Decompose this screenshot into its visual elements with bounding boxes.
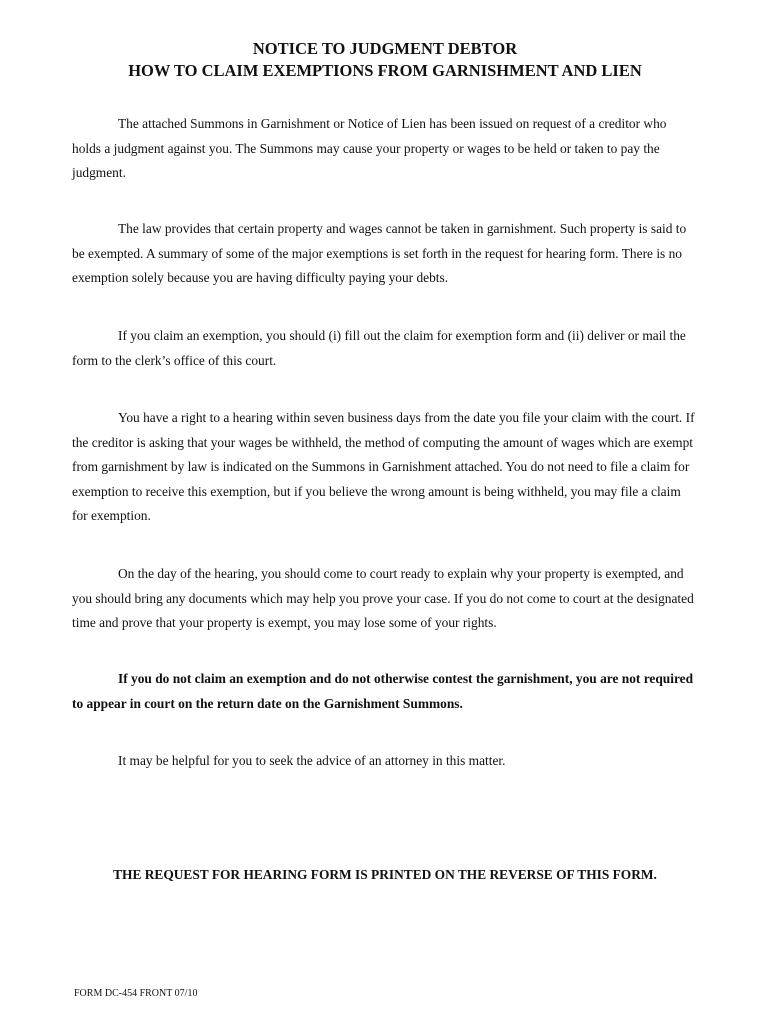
form-number: FORM DC-454 FRONT 07/10	[74, 988, 198, 999]
paragraph-attorney-advice: It may be helpful for you to seek the advice of an attorney in this matter.	[118, 753, 506, 768]
paragraph-no-appearance-required: If you do not claim an exemption and do not otherwise contest the garnishment, you are not required to appear in court on the return date on the Garnishment Summons.	[72, 671, 694, 711]
paragraph-summons-issued: The attached Summons in Garnishment or Notice of Lien has been issued on request of a creditor who holds a judgment against you. The Summons may cause your property or wages to be held or taken to pay the judgment.	[72, 116, 667, 181]
title-line-2: HOW TO CLAIM EXEMPTIONS FROM GARNISHMENT AND LIEN	[128, 61, 642, 80]
document-title	[0, 38, 770, 82]
paragraph-exempted-property: The law provides that certain property and wages cannot be taken in garnishment. Such property is said to be exempted. A summary of some of the major exemptions is set forth in the request for hearing form. There is no exemption solely because you are having difficulty paying your debts.	[72, 221, 687, 286]
paragraph-right-to-hearing: You have a right to a hearing within seven business days from the date you file your claim with the court. If the creditor is asking that your wages be withheld, the method of computing the amount of wages which are exempt from garnishment by law is indicated on the Summons in Garnishment attached. You do not need to file a claim for exemption to receive this exemption, but if you believe the wrong amount is being withheld, you may file a claim for exemption.	[72, 410, 695, 524]
title-line-1: NOTICE TO JUDGMENT DEBTOR	[252, 39, 518, 58]
reverse-form-notice: THE REQUEST FOR HEARING FORM IS PRINTED ON THE REVERSE OF THIS FORM.	[113, 867, 657, 882]
paragraph-claim-exemption: If you claim an exemption, you should (i) fill out the claim for exemption form and (ii) deliver or mail the form to the clerk’s office of this court.	[72, 328, 686, 368]
paragraph-day-of-hearing: On the day of the hearing, you should come to court ready to explain why your property is exempted, and you should bring any documents which may help you prove your case. If you do not come to court at the designated time and prove that your property is exempt, you may lose some of your rights.	[72, 566, 694, 631]
